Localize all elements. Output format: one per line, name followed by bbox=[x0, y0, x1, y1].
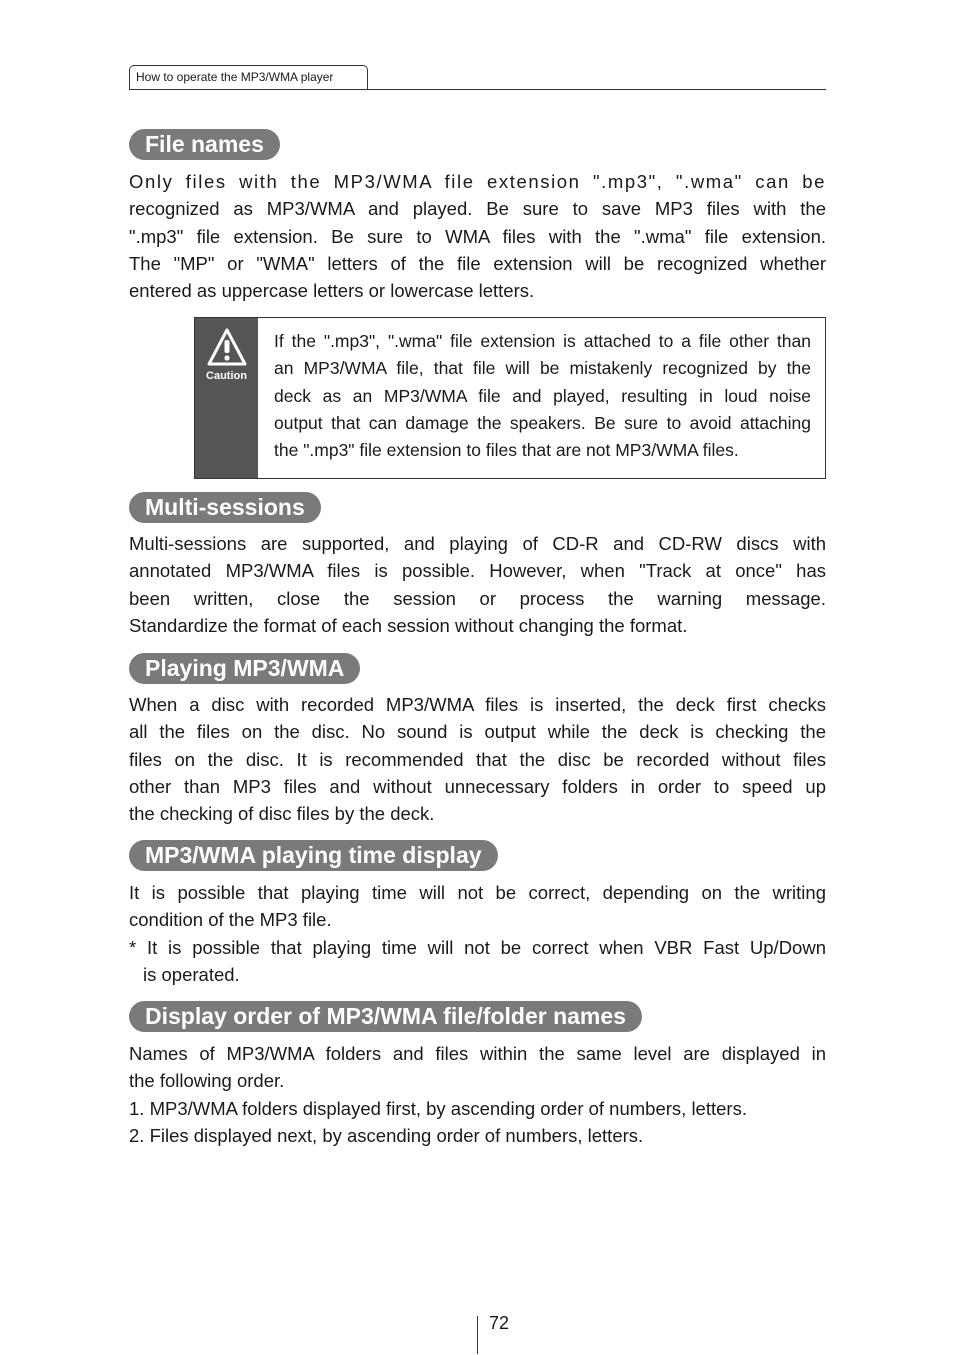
page-number: 72 bbox=[489, 1313, 510, 1333]
caution-box bbox=[194, 317, 826, 479]
paragraph-line: been written, close the session or process the warning message. bbox=[129, 587, 826, 609]
paragraph-line: all the files on the disc. No sound is output while the deck is checking the bbox=[129, 721, 826, 743]
warning-triangle-icon bbox=[207, 328, 247, 366]
paragraph-line: annotated MP3/WMA files is possible. However, when "Track at once" has bbox=[129, 560, 826, 582]
section-heading-file-names: File names bbox=[129, 129, 280, 160]
note-line: * It is possible that playing time will not be correct when VBR Fast Up/Down bbox=[129, 936, 826, 958]
paragraph-line: The "MP" or "WMA" letters of the file extension will be recognized whether bbox=[129, 252, 826, 274]
paragraph-line: Standardize the format of each session without changing the format. bbox=[129, 614, 688, 636]
caution-text bbox=[274, 328, 811, 464]
note-line: is operated. bbox=[143, 963, 240, 985]
header-tab: How to operate the MP3/WMA player bbox=[129, 65, 368, 89]
paragraph-line: Names of MP3/WMA folders and files within the same level are displayed in bbox=[129, 1043, 826, 1064]
section-heading-playing-time: MP3/WMA playing time display bbox=[129, 840, 498, 871]
header-rule bbox=[129, 89, 826, 90]
file-names-paragraph bbox=[129, 168, 826, 304]
page-number-rule bbox=[477, 1316, 478, 1354]
paragraph-line: other than MP3 files and without unnecessary folders in order to speed up bbox=[129, 775, 826, 797]
paragraph-line: When a disc with recorded MP3/WMA files is inserted, the deck first checks bbox=[129, 694, 826, 715]
paragraph-line: Multi-sessions are supported, and playing of CD-R and CD-RW discs with bbox=[129, 533, 826, 554]
playing-paragraph bbox=[129, 691, 826, 827]
paragraph-line: Only files with the MP3/WMA file extension ".mp3", ".wma" can be bbox=[129, 171, 826, 192]
paragraph-line: files on the disc. It is recommended that the disc be recorded without files bbox=[129, 748, 826, 770]
paragraph-line: the following order. bbox=[129, 1070, 285, 1092]
paragraph-line: ".mp3" file extension. Be sure to WMA files with the ".wma" file extension. bbox=[129, 225, 826, 247]
list-item: 2. Files displayed next, by ascending order of numbers, letters. bbox=[129, 1124, 644, 1146]
display-order-paragraph bbox=[129, 1040, 826, 1149]
caution-line: the ".mp3" file extension to files that are not MP3/WMA files. bbox=[274, 440, 739, 461]
caution-sidebar bbox=[195, 318, 258, 478]
paragraph-line: recognized as MP3/WMA and played. Be sure to save MP3 files with the bbox=[129, 198, 826, 220]
caution-line: an MP3/WMA file, that file will be mistakenly recognized by the bbox=[274, 358, 811, 379]
section-heading-display-order: Display order of MP3/WMA file/folder names bbox=[129, 1001, 642, 1032]
paragraph-line: the checking of disc files by the deck. bbox=[129, 803, 435, 825]
paragraph-line: It is possible that playing time will not be correct, depending on the writing bbox=[129, 882, 826, 903]
caution-line: deck as an MP3/WMA file and played, resulting in loud noise bbox=[274, 385, 811, 406]
paragraph-line: condition of the MP3 file. bbox=[129, 909, 332, 931]
paragraph-line: entered as uppercase letters or lowercase letters. bbox=[129, 280, 535, 302]
section-heading-multi-sessions: Multi-sessions bbox=[129, 492, 321, 523]
multi-sessions-paragraph bbox=[129, 530, 826, 639]
playing-time-paragraph bbox=[129, 879, 826, 988]
caution-label: Caution bbox=[206, 370, 247, 382]
section-heading-playing: Playing MP3/WMA bbox=[129, 653, 360, 684]
list-item: 1. MP3/WMA folders displayed first, by ascending order of numbers, letters. bbox=[129, 1097, 747, 1119]
caution-line: If the ".mp3", ".wma" file extension is attached to a file other than bbox=[274, 331, 811, 351]
caution-line: output that can damage the speakers. Be sure to avoid attaching bbox=[274, 412, 811, 433]
